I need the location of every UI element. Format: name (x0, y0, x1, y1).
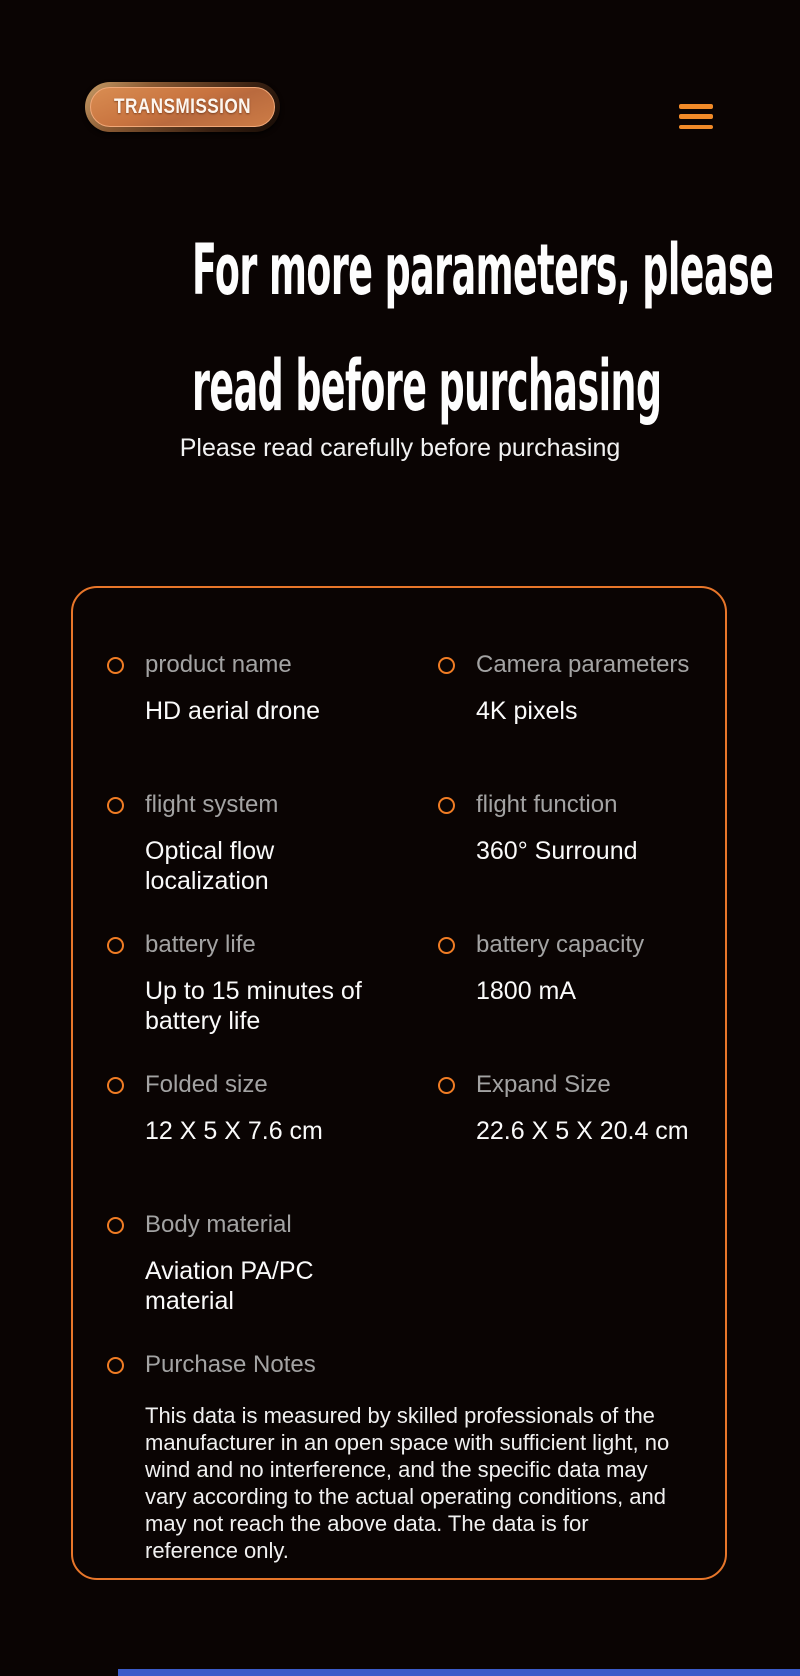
spec-label: product name (145, 651, 292, 678)
circle-bullet-icon (107, 797, 124, 814)
purchase-notes-text: This data is measured by skilled professionals of the manufacturer in an open space with sufficient light, no wind and no interference, and the specific data may vary according to the actual operating conditions, and may not reach the above data. The data is for reference only. (145, 1403, 670, 1563)
spec-value: 22.6 X 5 X 20.4 cm (476, 1117, 689, 1145)
spec-label: Body material (145, 1211, 292, 1238)
spec-item-battery-life (107, 930, 438, 1070)
transmission-badge-face (90, 87, 275, 127)
spec-row-purchase-notes (107, 1350, 695, 1563)
spec-row-2 (107, 790, 695, 930)
spec-label: Folded size (145, 1071, 268, 1098)
next-section-edge (118, 1669, 800, 1676)
circle-bullet-icon (107, 1357, 124, 1374)
spec-item-body-material (107, 1210, 438, 1350)
hamburger-bar (679, 114, 713, 119)
spec-value: Aviation PA/PC material (145, 1257, 314, 1315)
hamburger-menu-icon[interactable] (679, 103, 713, 130)
spec-label: Purchase Notes (145, 1351, 316, 1378)
circle-bullet-icon (107, 657, 124, 674)
page-title-line1: For more parameters, please (192, 229, 774, 311)
spec-item-product-name (107, 650, 438, 790)
spec-label: flight system (145, 791, 279, 818)
circle-bullet-icon (107, 1077, 124, 1094)
spec-row-1 (107, 650, 695, 790)
spec-label: Expand Size (476, 1071, 611, 1098)
spec-item-flight-function (438, 790, 695, 930)
spec-value: Optical flow localization (145, 837, 275, 895)
spec-label: battery life (145, 931, 256, 958)
spec-row-3 (107, 930, 695, 1070)
circle-bullet-icon (438, 937, 455, 954)
page-subtitle: Please read carefully before purchasing (179, 434, 621, 462)
transmission-badge-button[interactable] (85, 82, 280, 132)
spec-row-4 (107, 1070, 695, 1210)
hamburger-bar (679, 104, 713, 109)
circle-bullet-icon (107, 1217, 124, 1234)
spec-row-5 (107, 1210, 695, 1350)
spec-label: Camera parameters (476, 651, 690, 678)
spec-item-battery-capacity (438, 930, 695, 1070)
spec-label: flight function (476, 791, 618, 818)
circle-bullet-icon (107, 937, 124, 954)
spec-label: battery capacity (476, 931, 645, 958)
spec-item-camera-parameters (438, 650, 695, 790)
spec-value: 4K pixels (476, 697, 578, 725)
circle-bullet-icon (438, 1077, 455, 1094)
spec-value: Up to 15 minutes of battery life (145, 977, 362, 1035)
spec-value: HD aerial drone (145, 697, 321, 725)
spec-item-expand-size (438, 1070, 695, 1210)
spec-item-flight-system (107, 790, 438, 930)
transmission-badge-label: TRANSMISSION (114, 95, 251, 118)
spec-item-folded-size (107, 1070, 438, 1210)
circle-bullet-icon (438, 657, 455, 674)
spec-value: 1800 mA (476, 977, 577, 1005)
spec-value: 360° Surround (476, 837, 638, 865)
spec-panel (71, 586, 727, 1580)
page-title-line2: read before purchasing (192, 345, 662, 427)
spec-value: 12 X 5 X 7.6 cm (145, 1117, 323, 1145)
circle-bullet-icon (438, 797, 455, 814)
page-title (192, 212, 774, 444)
hamburger-bar (679, 125, 713, 130)
